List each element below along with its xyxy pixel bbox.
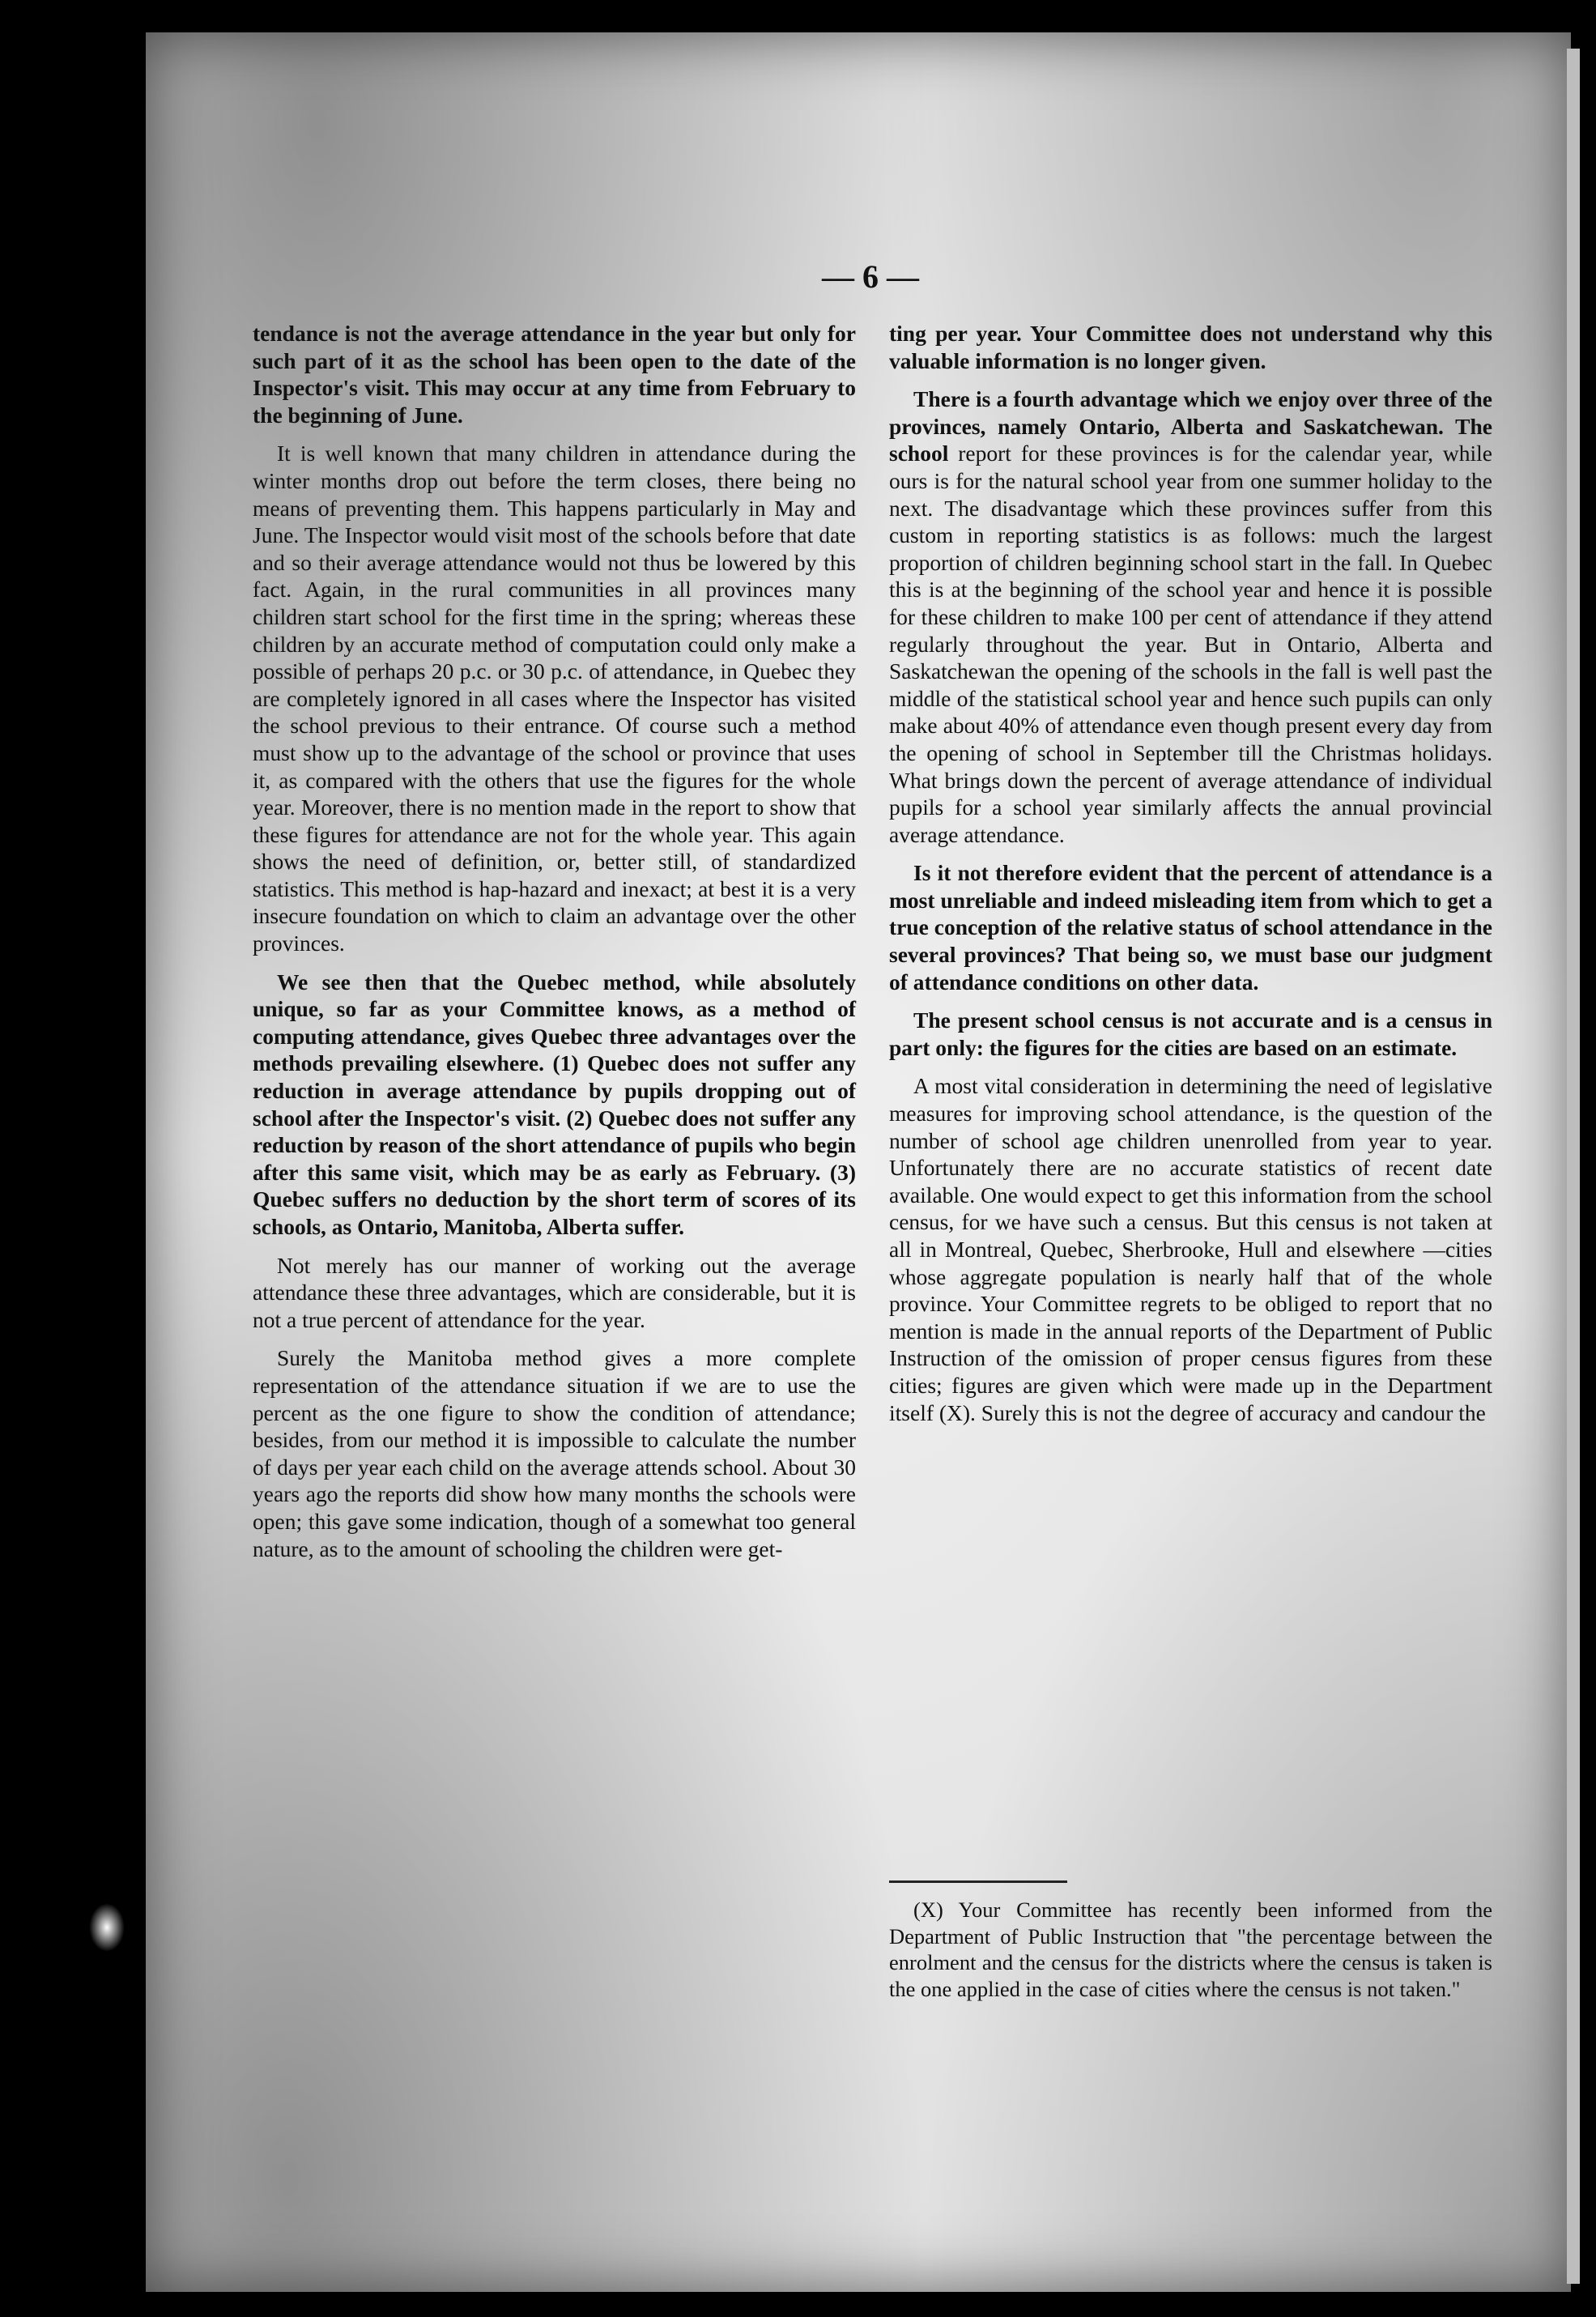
paragraph: We see then that the Quebec method, while absolutely unique, so far as your Committee knows, as a method of computing attendance, gives Quebec three advantages over the methods prevailing elsewhere. (1) Quebec does not suffer any reduction in average attendance by pupils dropping out of school after the Inspector's visit. (2) Quebec does not suffer any reduction by reason of the short attendance of pupils who begin after this same visit, which may be as early as February. (3) Quebec suffers no deduction by the short term of scores of its schools, as Ontario, Manitoba, Alberta suffer. — [253, 969, 856, 1239]
paragraph: ting per year. Your Committee does not understand why this valuable information is no longer given. — [889, 321, 1492, 373]
paragraph: The present school census is not accurate and is a census in part only: the figures for the cities are based on an estimate. — [889, 1007, 1492, 1060]
paragraph: Is it not therefore evident that the percent of attendance is a most unreliable and indeed misleading item from which to get a true conception of the relative status of school attendance in the several provinces? That being so, we must base our judgment of attendance conditions on other data. — [889, 860, 1492, 995]
paragraph-bold-lead: There is a fourth advantage which we enjoy over three of the provinces, namely Ontario, Alberta and Saskatchewan. The school — [889, 386, 1492, 466]
left-column — [253, 320, 856, 1574]
paragraph: Not merely has our manner of working out the average attendance these three advantages, which are considerable, but it is not a true percent of attendance for the year. — [253, 1252, 856, 1332]
paragraph: It is well known that many children in attendance during the winter months drop out before the term closes, there being no means of preventing them. This happens particularly in May and June. The Inspector would visit most of the schools before that date and so their average attendance would not thus be lowered by this fact. Again, in the rural communities in all provinces many children start school for the first time in the spring; whereas these children by an accurate method of computation could only make a possible of perhaps 20 p.c. or 30 p.c. of attendance, in Quebec they are completely ignored in all cases where the Inspector has visited the school previous to their entrance. Of course such a method must show up to the advantage of the school or province that uses it, as compared with the others that use the figures for the whole year. Moreover, there is no mention made in the report to show that these figures for attendance are not for the whole year. This again shows the need of definition, or, better still, of standardized statistics. This method is hap-hazard and inexact; at best it is a very insecure foundation on which to claim an advantage over the other provinces. — [253, 441, 856, 956]
scan-smudge — [89, 1903, 125, 1952]
footnote: (X) Your Committee has recently been informed from the Department of Public Instruction that "the percentage between the enrolment and the census for the districts where the census is taken is the one applied in the case of cities where the census is not taken." — [889, 1897, 1492, 2001]
paragraph-continuation: report for these provinces is for the calendar year, while ours is for the natural school year from one summer holiday to the next. The disadvantage which these provinces suffer from this custom in reporting statistics is as follows: much the largest proportion of children beginning school start in the fall. In Quebec this is at the beginning of the school year and hence it is possible for these children to make 100 per cent of attendance if they attend regularly throughout the year. But in Ontario, Alberta and Saskatchewan the opening of the schools in the fall is well past the middle of the statistical school year and hence such pupils can only make about 40% of attendance even though present every day from the opening of school in September till the Christmas holidays. What brings down the percent of average attendance of individual pupils for a school year similarly affects the annual provincial average attendance. — [889, 441, 1492, 847]
page-number: — 6 — — [822, 258, 919, 295]
paragraph: tendance is not the average attendance in the year but only for such part of it as the school has been open to the date of the Inspector's visit. This may occur at any time from February to the beginning of June. — [253, 321, 856, 428]
paragraph — [889, 385, 1492, 848]
footnote-divider — [889, 1880, 1067, 1883]
paragraph: Surely the Manitoba method gives a more complete representation of the attendance situation if we are to use the percent as the one figure to show the condition of attendance; besides, from our method it is impossible to calculate the number of days per year each child on the average attends school. About 30 years ago the reports did show how many months the schools were open; this gave some indication, though of a somewhat too general nature, as to the amount of schooling the children were get- — [253, 1345, 856, 1561]
right-column — [889, 320, 1492, 1437]
paragraph: A most vital consideration in determining the need of legislative measures for improving school attendance, is the question of the number of school age children unenrolled from year to year. Unfortunately there are no accurate statistics of recent date available. One would expect to get this information from the school census, for we have such a census. But this census is not taken at all in Montreal, Quebec, Sherbrooke, Hull and elsewhere —cities whose aggregate population is nearly half that of the whole province. Your Committee regrets to be obliged to report that no mention is made in the annual reports of the Department of Public Instruction of the omission of proper census figures from these cities; figures are given which were made up in the Department itself (X). Surely this is not the degree of accuracy and candour the — [889, 1073, 1492, 1425]
page-edge — [1567, 49, 1580, 2284]
